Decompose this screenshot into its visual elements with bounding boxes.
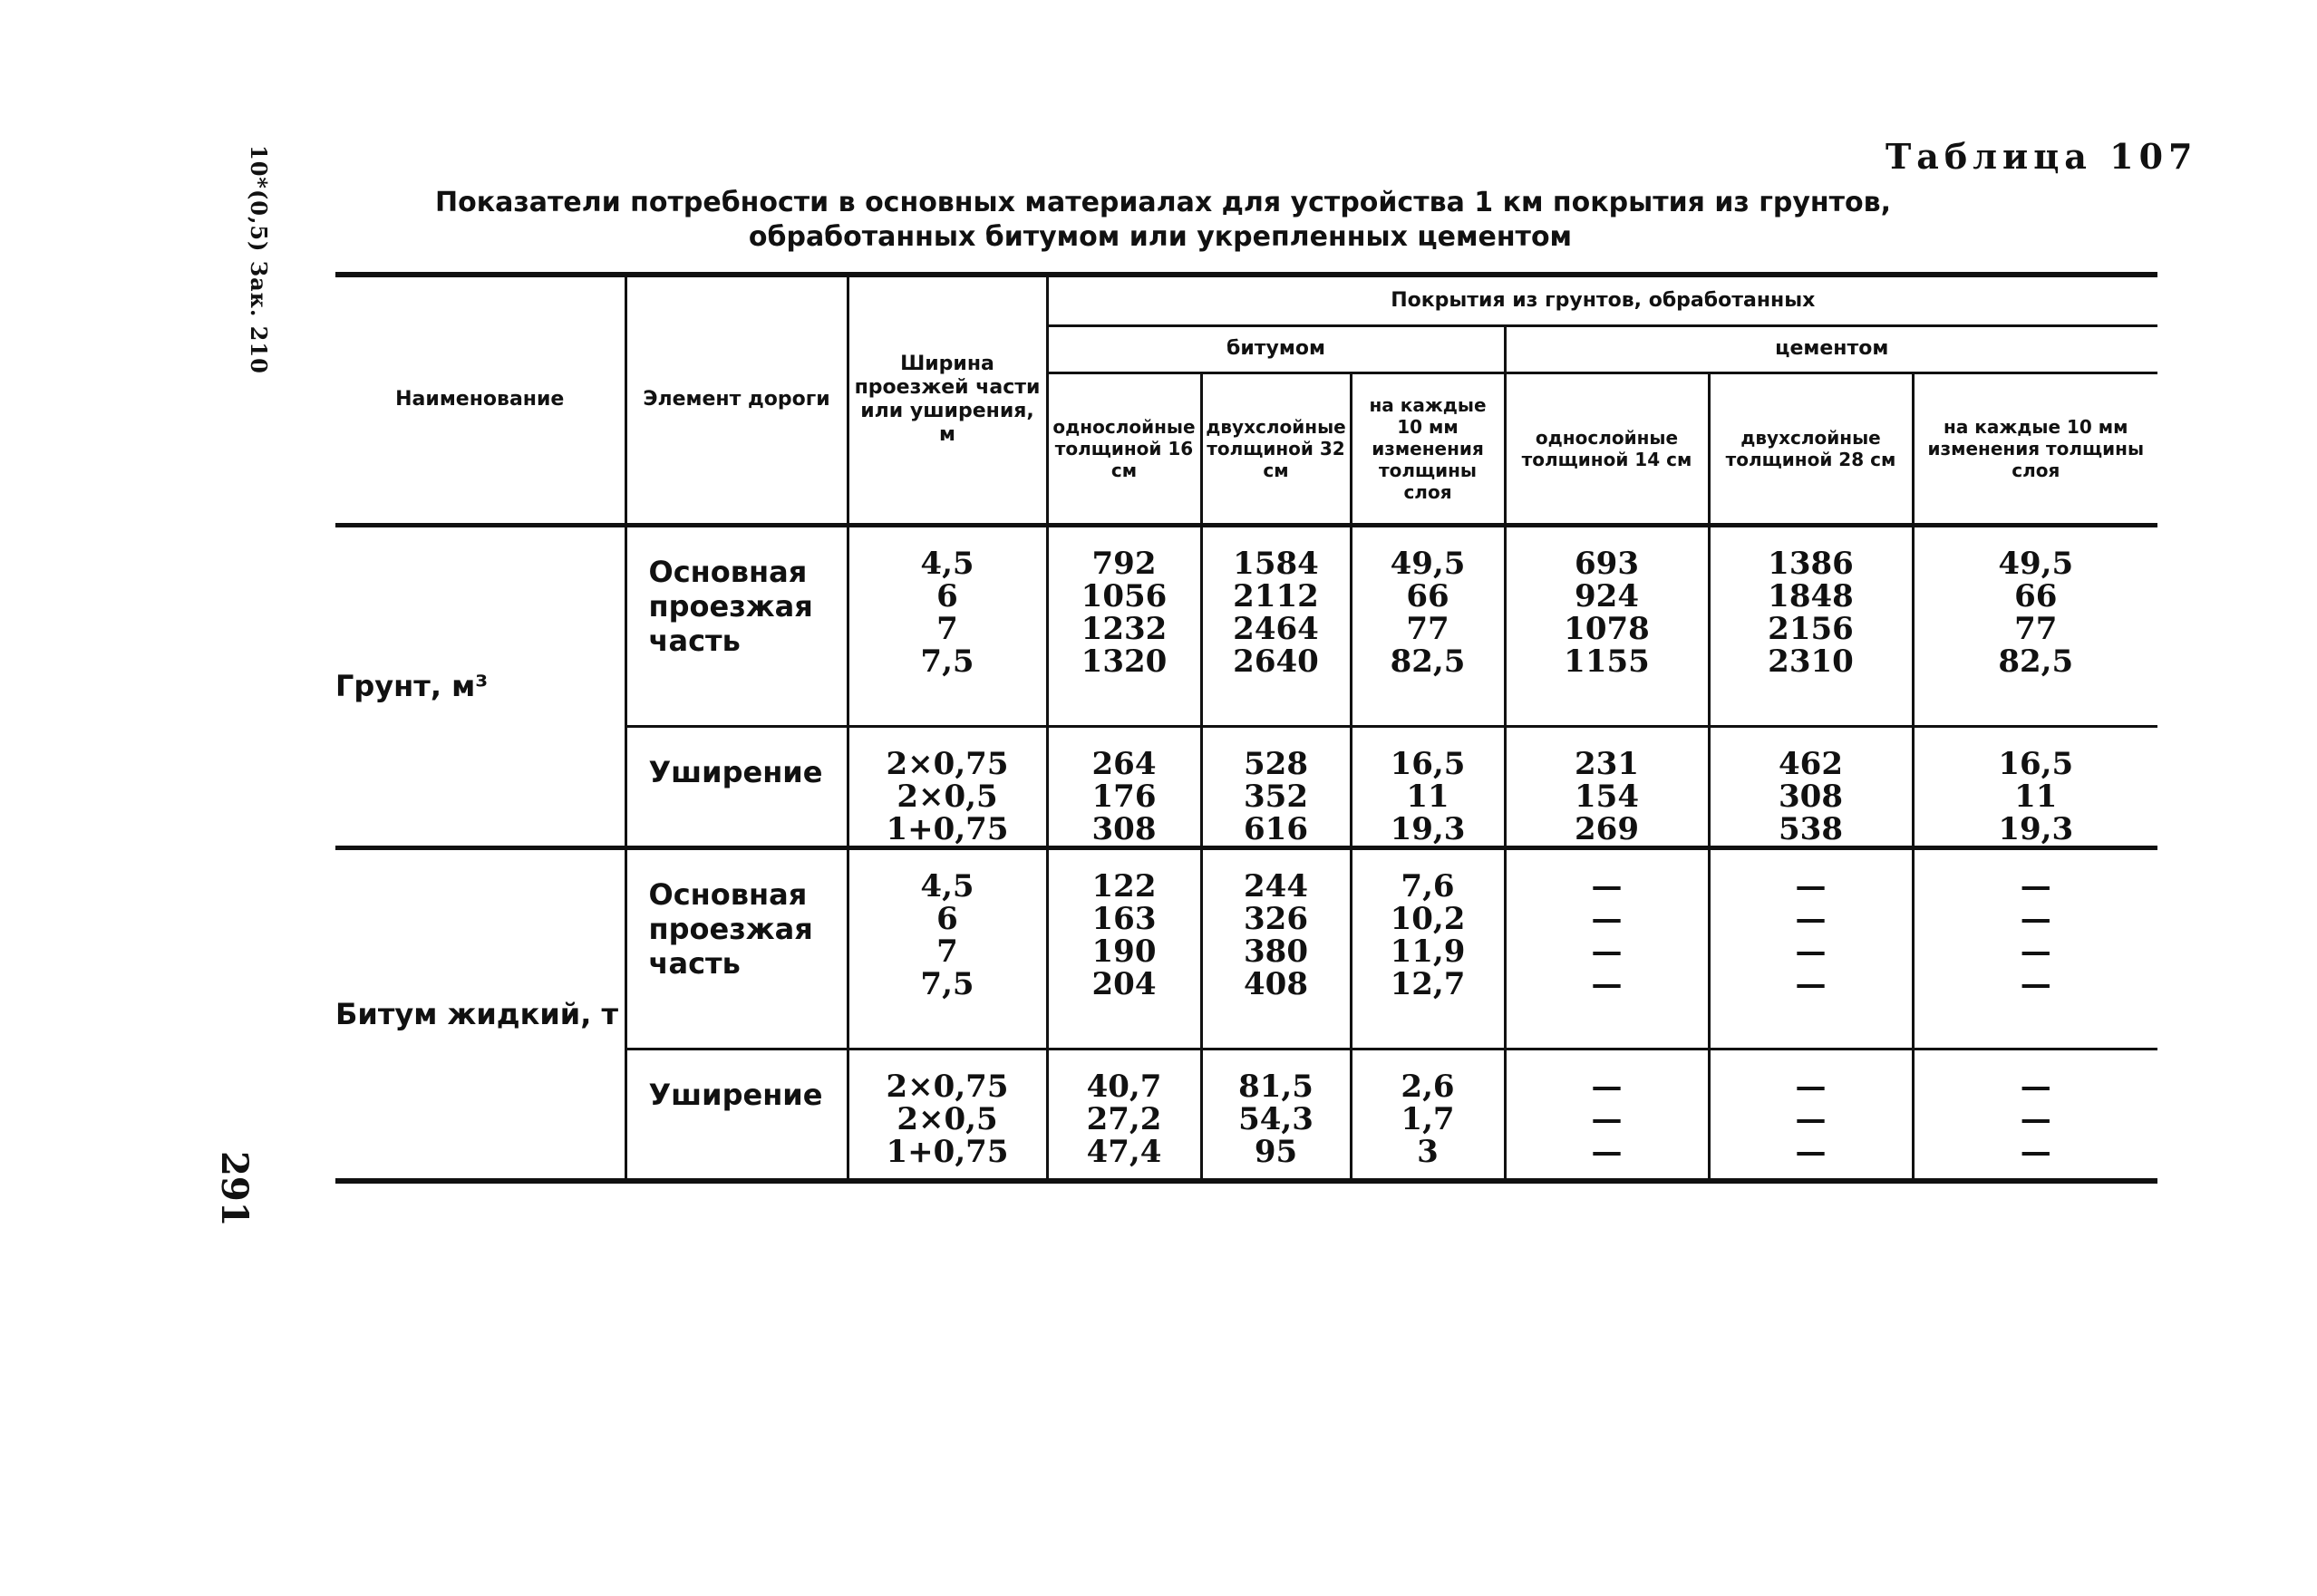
value: 528	[1244, 745, 1308, 782]
value: 7	[936, 933, 958, 970]
header-cem-double: двухслойные толщиной 28 см	[1709, 372, 1913, 525]
cem-double-cell	[1709, 525, 1913, 726]
cem-double-cell	[1709, 1049, 1913, 1181]
header-cem-single: однослойные толщиной 14 см	[1505, 372, 1709, 525]
bit-double-cell	[1201, 525, 1351, 726]
value: 231	[1575, 745, 1639, 782]
value: —	[2020, 1100, 2051, 1137]
value: 190	[1091, 933, 1157, 970]
bit-single-cell	[1047, 847, 1201, 1049]
value: 326	[1244, 900, 1308, 937]
value: 66	[2014, 577, 2058, 614]
value: —	[1795, 1068, 1827, 1105]
materials-table	[335, 272, 2157, 1184]
value: 1056	[1081, 577, 1168, 614]
value: 11,9	[1390, 933, 1466, 970]
value: 1386	[1768, 545, 1854, 582]
header-bit-double: двухслойные толщиной 32 см	[1201, 372, 1351, 525]
table-row	[335, 847, 2157, 1049]
value: —	[2020, 933, 2051, 970]
element-cell: Уширение	[625, 726, 848, 847]
value: 12,7	[1390, 965, 1466, 1002]
value: 2,6	[1401, 1068, 1455, 1105]
cem-per10-cell	[1913, 726, 2157, 847]
value: 1584	[1233, 545, 1319, 582]
value: 1+0,75	[886, 1133, 1009, 1170]
header-group: Покрытия из грунтов, обработанных	[1047, 275, 2157, 325]
value: —	[1591, 900, 1623, 937]
value: 693	[1575, 545, 1639, 582]
table-label: Таблица 107	[1886, 136, 2198, 177]
value: —	[2020, 900, 2051, 937]
value: 2×0,5	[897, 1100, 998, 1137]
value: —	[2020, 1133, 2051, 1170]
value: 27,2	[1086, 1100, 1162, 1137]
value: 2640	[1233, 643, 1319, 680]
value: 122	[1091, 867, 1157, 904]
value: —	[1795, 1133, 1827, 1170]
value: 19,3	[1390, 810, 1466, 847]
value: 81,5	[1238, 1068, 1314, 1105]
header-element: Элемент дороги	[625, 275, 848, 525]
element-cell: Основная проезжая часть	[625, 847, 848, 1049]
value: 163	[1091, 900, 1157, 937]
cem-double-cell	[1709, 726, 1913, 847]
value: 616	[1244, 810, 1308, 847]
value: 1848	[1768, 577, 1854, 614]
title-line-1: Показатели потребности в основных материалах для устройства 1 км покрытия из грунтов,	[435, 187, 1892, 218]
value: —	[1795, 965, 1827, 1002]
value: —	[2020, 867, 2051, 904]
value: 380	[1244, 933, 1308, 970]
value: 244	[1244, 867, 1308, 904]
value: 1,7	[1401, 1100, 1455, 1137]
value: —	[1795, 1100, 1827, 1137]
value: —	[1591, 965, 1623, 1002]
table-row	[335, 525, 2157, 726]
header-bit-single: однослойные толщиной 16 см	[1047, 372, 1201, 525]
value: 6	[936, 900, 958, 937]
element-cell: Основная проезжая часть	[625, 525, 848, 726]
value: —	[1795, 867, 1827, 904]
value: 7	[936, 610, 958, 647]
bit-single-cell	[1047, 726, 1201, 847]
cem-single-cell	[1505, 525, 1709, 726]
value: 11	[1406, 778, 1449, 815]
value: 49,5	[1390, 545, 1466, 582]
value: 40,7	[1086, 1068, 1162, 1105]
value: —	[1795, 933, 1827, 970]
cem-single-cell	[1505, 847, 1709, 1049]
cem-per10-cell	[1913, 525, 2157, 726]
value: 154	[1575, 778, 1639, 815]
widths-cell	[848, 726, 1047, 847]
value: 82,5	[1390, 643, 1466, 680]
header-width: Ширина проезжей части или уширения, м	[848, 275, 1047, 525]
value: 2112	[1233, 577, 1319, 614]
widths-cell	[848, 525, 1047, 726]
value: 1155	[1564, 643, 1650, 680]
cem-single-cell	[1505, 1049, 1709, 1181]
bit-double-cell	[1201, 1049, 1351, 1181]
value: —	[1591, 1100, 1623, 1137]
value: 408	[1244, 965, 1308, 1002]
value: 16,5	[1390, 745, 1466, 782]
value: 538	[1779, 810, 1843, 847]
value: 308	[1091, 810, 1157, 847]
value: —	[1795, 900, 1827, 937]
widths-cell	[848, 847, 1047, 1049]
value: 264	[1091, 745, 1157, 782]
value: 77	[1406, 610, 1449, 647]
header-bit-per10: на каждые 10 мм изменения толщины слоя	[1351, 372, 1505, 525]
value: 66	[1406, 577, 1449, 614]
value: 462	[1779, 745, 1843, 782]
value: 4,5	[920, 545, 974, 582]
value: 95	[1254, 1133, 1298, 1170]
value: 352	[1244, 778, 1308, 815]
value: —	[2020, 1068, 2051, 1105]
value: 1232	[1081, 610, 1168, 647]
value: 6	[936, 577, 958, 614]
header-bitumen: битумом	[1047, 325, 1505, 372]
bit-single-cell	[1047, 525, 1201, 726]
value: 16,5	[1998, 745, 2074, 782]
value: 2×0,75	[886, 1068, 1009, 1105]
value: 11	[2014, 778, 2058, 815]
value: —	[1591, 1133, 1623, 1170]
value: 54,3	[1238, 1100, 1314, 1137]
bit-per10-cell	[1351, 847, 1505, 1049]
table-title	[435, 186, 1892, 255]
value: —	[1591, 933, 1623, 970]
section-name: Грунт, м³	[335, 525, 625, 847]
value: 7,6	[1401, 867, 1455, 904]
header-cem-per10: на каждые 10 мм изменения толщины слоя	[1913, 372, 2157, 525]
bit-per10-cell	[1351, 525, 1505, 726]
value: 1+0,75	[886, 810, 1009, 847]
value: 49,5	[1998, 545, 2074, 582]
value: 204	[1091, 965, 1157, 1002]
value: 82,5	[1998, 643, 2074, 680]
value: 176	[1091, 778, 1157, 815]
value: —	[1591, 867, 1623, 904]
bit-double-cell	[1201, 726, 1351, 847]
page-number: 291	[213, 1151, 256, 1227]
element-cell: Уширение	[625, 1049, 848, 1181]
bit-single-cell	[1047, 1049, 1201, 1181]
bit-per10-cell	[1351, 726, 1505, 847]
header-cement: цементом	[1505, 325, 2157, 372]
value: 7,5	[920, 965, 974, 1002]
value: 308	[1779, 778, 1843, 815]
value: 47,4	[1086, 1133, 1162, 1170]
value: 19,3	[1998, 810, 2074, 847]
value: 10,2	[1390, 900, 1466, 937]
title-line-2: обработанных битумом или укрепленных цементом	[748, 221, 1573, 253]
value: 2156	[1768, 610, 1854, 647]
value: 269	[1575, 810, 1639, 847]
header-name: Наименование	[335, 275, 625, 525]
value: 2310	[1768, 643, 1854, 680]
value: 7,5	[920, 643, 974, 680]
value: 1320	[1081, 643, 1168, 680]
value: 2×0,75	[886, 745, 1009, 782]
bit-double-cell	[1201, 847, 1351, 1049]
widths-cell	[848, 1049, 1047, 1181]
value: 1078	[1564, 610, 1650, 647]
value: 2×0,5	[897, 778, 998, 815]
cem-per10-cell	[1913, 847, 2157, 1049]
value: 77	[2014, 610, 2058, 647]
section-name: Битум жидкий, т	[335, 847, 625, 1181]
value: 3	[1417, 1133, 1439, 1170]
value: —	[2020, 965, 2051, 1002]
cem-double-cell	[1709, 847, 1913, 1049]
side-note: 10*(0,5) Зак. 210	[246, 145, 272, 374]
value: 4,5	[920, 867, 974, 904]
cem-single-cell	[1505, 726, 1709, 847]
value: 2464	[1233, 610, 1319, 647]
value: 924	[1575, 577, 1639, 614]
bit-per10-cell	[1351, 1049, 1505, 1181]
cem-per10-cell	[1913, 1049, 2157, 1181]
value: 792	[1091, 545, 1157, 582]
value: —	[1591, 1068, 1623, 1105]
